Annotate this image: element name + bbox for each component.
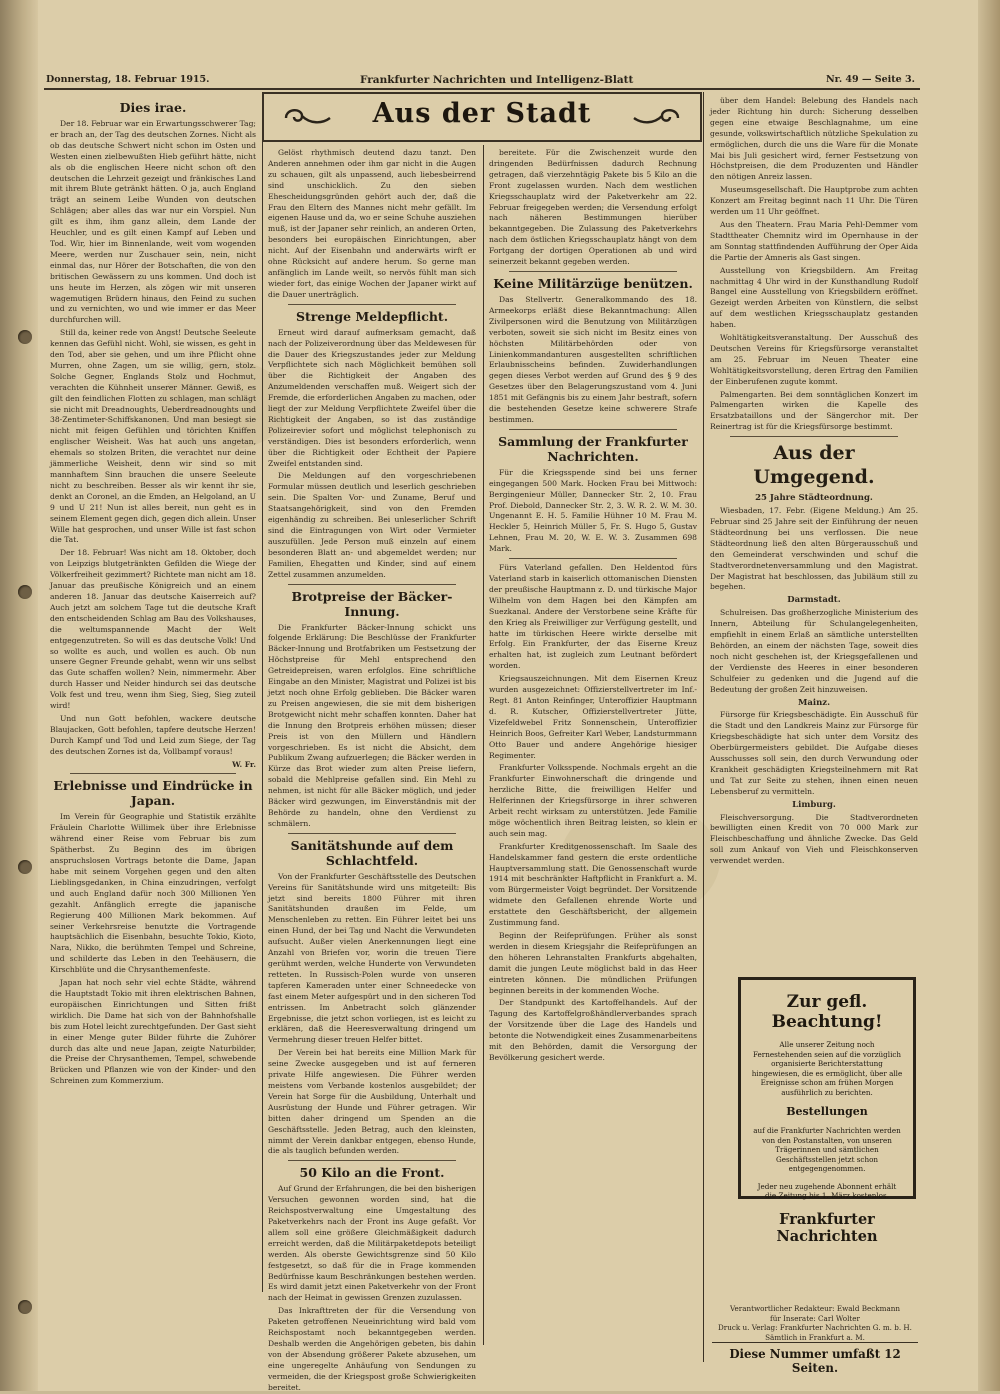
article-paragraph: über dem Handel: Belebung des Handels nach jeder Richtung hin durch: Sicherung desselben gegen eine etwaige Beschlagnahme, um eine gesunde, volkswirtschaftlich nützliche Spekulation zu ermöglichen, durch die uns die Ware für die Monate Mai bis Juli gesichert wird, ferner Festsetzung von Höchstpreisen, die dem Produzenten und Händler den nötigen Anreiz lassen. [710,96,918,182]
article-paragraph: Kriegsauszeichnungen. Mit dem Eisernen Kreuz wurden ausgezeichnet: Offizierstellvertreter im Inf.-Regt. 81 Anton Reinfinger, Unteroffizier Hauptmann d. R. Kutscher, Offizierstellvertreter Jütte, Vizefeldwebel Fritz Sonnenschein, Unteroffizier Heinrich Boos, Gefreiter Karl Weber, Landsturmmann Otto Bauer und andere Angehörige hiesiger Regimenter. [489,674,697,760]
article-paragraph: Für die Kriegsspende sind bei uns ferner eingegangen 500 Mark. Hocken Frau bei Mittwoch: Bergingenieur Müller, Dannecker Str. 2, 10. Frau Prof. Diebold, Dannecker Str. 2, 3. W. R. 2. W. M. 30. Ungenannt E. H. 5. Familie Hühner 10 M. Frau M. Heckler 5, Heinrich Müller 5, Fr. S. Hugo 5, Gustav Lehnen, Frau M. 20, W. E. W. 3. Zusammen 698 Mark. [489,467,697,554]
imprint-line: Verantwortlicher Redakteur: Ewald Beckmann [729,1304,900,1313]
column-4 [710,96,918,972]
notice-heading: Zur gefl. Beachtung! [771,992,883,1032]
article-paragraph: bereitete. Für die Zwischenzeit wurde den dringenden Bedürfnissen dadurch Rechnung getragen, daß vierzehntägig Pakete bis 5 Kilo an die Front zugelassen wurden. Nach dem westlichen Kriegsschauplatz wird der Paketverkehr am 22. Februar freigegeben werden; die Versendung erfolgt nach näheren Bestimmungen hierüber bekanntgegeben. Die Zulassung des Paketverkehrs nach dem östlichen Kriegsschauplatz hängt von dem Fortgang der dortigen Operationen ab und wird seinerzeit bekannt gegeben werden. [489,148,697,267]
section-heading: Aus der Umgegend. [753,442,875,489]
city-heading: Mainz. [797,697,831,708]
ornament-icon [626,102,686,134]
article-subtitle: 25 Jahre Städteordnung. [755,493,873,504]
article-paragraph: Fleischversorgung. Die Stadtverordneten bewilligten einen Kredit von 70 000 Mark zur Fleischbeschaffung und ähnliche Zwecke. Das Geld soll zum Ankauf von Vieh und Fleischkonserven verwendet werden. [710,812,918,866]
imprint-line: für Inserate: Carl Wolter [770,1313,860,1323]
header-date: Donnerstag, 18. Februar 1915. [46,74,210,85]
article-paragraph: Die Frankfurter Bäcker-Innung schickt uns folgende Erklärung: Die Beschlüsse der Frankfurter Bäcker-Innung und Brotfabriken um Festsetzung der Höchstpreise für Mehl entsprechend den Getreidepreisen, waren erfolglos. Eine schriftliche Eingabe an den Minister, Magistrat und Polizei ist bis jetzt noch ohne Erfolg geblieben. Die Bäcker waren zu Preisen angewiesen, die sie mit dem bisherigen Brotgewicht nicht mehr schaffen konnten. Daher hat die Innung den Brotpreis erhöhen müssen; dieser Preis ist von den Müllern und Händlern vorgeschrieben. Es ist nicht die Absicht, dem Publikum Zwang aufzuerlegen; die Bäcker werden in Kürze das Brot wieder zum alten Preise liefern, sobald die Mehlpreise gefallen sind. Ein Mehl zu nehmen, ist nicht für alle Bäcker möglich, und jeder Bäcker wird gezwungen, im Einverständnis mit der Behörde zu handeln, ohne den Verdienst zu schmälern. [268,622,476,828]
article-title: 50 Kilo an die Front. [299,1165,445,1181]
column-rule [703,92,704,1362]
page-edge [978,0,1000,1391]
article-divider [730,436,898,437]
binding-hole [18,860,32,874]
article-paragraph: Der Verein bei hat bereits eine Million Mark für seine Zwecke ausgegeben und ist auf ferneren private Hilfe angewiesen. Die Führer werden meistens vom Verbande kostenlos ausgebildet; der Verein hat Sorge für die Ausbildung, Unterhalt und Ausrüstung der Hunde und Führer getragen. Wir bitten daher dringend um Spenden an die Geschäftsstelle. Jeden Betrag, auch den kleinsten, nimmt der Verein dankbar entgegen, ebenso Hunde, die als tauglich befunden werden. [268,1048,476,1156]
article-paragraph: Japan hat noch sehr viel echte Städte, während die Hauptstadt Tokio mit ihren elektrischen Bahnen, europäischen Einrichtungen und Sitten frißt wirklich. Die Dame hat sich von der Bahnhofshalle bis zum Hotel leicht zurechtgefunden. Der Gast sieht in einer Menge guter Bilder führte die Zuhörer durch das alte und neue Japan, zeigte Naturbilder, die Preise der Chrysanthemen, Tempel, schwebende Brücken und Pflanzen wie von der Kinder- und den Schreinen zum Kommerzium. [50,978,256,1086]
article-title: Keine Militärzüge benützen. [493,275,693,291]
article-paragraph: Und nun Gott befohlen, wackere deutsche Blaujacken, Gott befohlen, tapfere deutsche Herzen! Durch Kampf und Tod und Leid zum Siege, der Tag des deutschen Zornes ist da, Vollbampf voraus! [50,713,256,756]
article-divider [288,833,456,834]
binding-hole [18,1300,32,1314]
section-title: Aus der Stadt [372,98,592,129]
article-paragraph: Palmengarten. Bei dem sonntäglichen Konzert im Palmengarten wirken die Kapelle des Ersatzbataillons und der Sängerchor mit. Der Reinertrag ist für die Kriegsfürsorge bestimmt. [710,389,918,432]
article-paragraph: Im Verein für Geographie und Statistik erzählte Fräulein Charlotte Willimek über ihre Erlebnisse während einer Reise vom Februar bis zum Spätherbst. Zu Beginn des im übrigen anspruchslosen Vortrags betonte die Dame, Japan habe mit seinem Vorgehen gegen und den alten Lieblingsgedanken, in China einzudringen, verfolgt und auch England dafür noch 300 Millionen Yen gezahlt. Anfänglich erregte die japanische Regierung 400 Millionen Mark bekommen. Auf seiner Verkehrsreise benutzte die Vortragende hauptsächlich die Eisenbahn, besuchte Tokio, Kioto, Nara, Nikko, die berühmten Tempel und Schreine, und schilderte das Leben in den Teehäusern, die Kirschblüte und die Chrysanthemenfeste. [50,812,256,975]
article-paragraph: Fürsorge für Kriegsbeschädigte. Ein Ausschuß für die Stadt und den Landkreis Mainz zur Fürsorge für Kriegsbeschädigte hat sich unter dem Vorsitz des Oberbürgermeisters gebildet. Die Aufgabe dieses Ausschusses soll sein, den durch Verwundung oder Krankheit geschädigten Kriegsteilnehmern mit Rat und Tat zur Seite zu stehen, ihnen einen neuen Lebensberuf zu vermitteln. [710,710,918,796]
page-count-note: Diese Nummer umfaßt 12 Seiten. [712,1342,918,1375]
article-divider [288,1160,456,1161]
ornament-icon [278,102,338,134]
article-paragraph: Auf Grund der Erfahrungen, die bei den bisherigen Versuchen gewonnen worden sind, hat die Reichspostverwaltung eine Umgestaltung des Paketverkehrs nach der Front ins Auge gefaßt. Vor allem soll eine größere Gleichmäßigkeit dadurch erreicht werden, daß die Militärpaketdepots beteiligt werden. Als oberste Gewichtsgrenze sind 50 Kilo festgesetzt, so daß für die in Frage kommenden Bedürfnisse kaum Beschränkungen bestehen werden. Es wird damit jetzt einen Paketverkehr von der Front nach der Heimat in gewissen Grenzen zuzulassen. [268,1184,476,1303]
article-signature: W. Fr. [232,759,256,769]
column-1 [50,96,256,1368]
article-title: Strenge Meldepflicht. [295,308,449,324]
article-paragraph: Schulreisen. Das großherzogliche Ministerium des Innern, Abteilung für Schulangelegenheiten, empfiehlt in einem Erlaß an sämtliche unterstellten Behörden, an einem der nächsten Tage, soweit dies noch nicht geschehen ist, der Kriegsgefallenen und der Verdienste des Heeres in einer besonderen Schulfeier zu gedenken und die Jugend auf die Bedeutung der großen Zeit hinzuweisen. [710,608,918,694]
article-title: Dies irae. [119,100,187,115]
article-paragraph: Das Stellvertr. Generalkommando des 18. Armeekorps erläßt diese Bekanntmachung: Allen Zivilpersonen wird die Benutzung von Militärzügen verboten, soweit sie sich nicht im Besitz eines von höchsten Militärbehörden oder von Linienkommandanturen ausgestellten schriftlichen Erlaubnisscheins befinden. Zuwiderhandlungen gegen dieses Verbot werden auf Grund des § 9 des Gesetzes über den Belagerungszustand vom 4. Juni 1851 mit Gefängnis bis zu einem Jahr bestraft, sofern die bestehenden Gesetze keine schwerere Strafe bestimmen. [489,294,697,424]
subscription-notice [738,977,916,1245]
article-paragraph: Fürs Vaterland gefallen. Den Heldentod fürs Vaterland starb in kaiserlich ottomanischen Diensten der preußische Hauptmann z. D. und türkische Major Wilhelm von dem Hagen bei den Kämpfen am Suezkanal. Andere der Verstorbene seine Kräfte für den Krieg als Freiwilliger zur Verfügung gestellt, und hatte im türkischen Heere wirkte derselbe mit Erfolg. Ein Frankfurter, der das Eiserne Kreuz erhalten hat, ist zugleich zum Leutnant befördert worden. [489,563,697,671]
article-paragraph: Von der Frankfurter Geschäftsstelle des Deutschen Vereins für Sanitätshunde wird uns mitgeteilt: Bis jetzt sind bereits 1800 Führer mit ihren Sanitätshunden draußen im Felde, um Menschenleben zu retten. Ein Führer leitet bei uns einen Hund, der bei Tag und Nacht die Verwundeten aufsucht. Außer vielen Anerkennungen liegt eine Anzahl von Briefen vor, worin die treuen Tiere gerühmt werden, welche Hunderte von Verwundeten retteten. In Russisch-Polen wurde von unseren tapferen Kameraden unter einer Schneedecke von fast einem Meter aufgespürt und in den sicheren Tod entrissen. Im Anbetracht solch glänzender Ergebnisse, die jetzt schon vorliegen, ist es leicht zu erklären, daß die Heeresverwaltung dringend um Vermehrung dieser treuen Helfer bittet. [268,871,476,1045]
imprint-line: Sämtlich in Frankfurt a. M. [765,1332,865,1342]
notice-text: Alle unserer Zeitung noch Fernestehenden seien auf die vorzüglich organisierte Berichterstattung hingewiesen, die es ermöglicht, über alle Ereignisse schon am frühen Morgen ausführlich zu berichten. [751,1040,903,1097]
article-divider [509,558,677,559]
notice-text: Jeder neu zugehende Abonnent erhält die Zeitung bis 1. März kostenlos. [757,1181,897,1200]
article-paragraph: Wiesbaden, 17. Febr. (Eigene Meldung.) Am 25. Februar sind 25 Jahre seit der Einführung der neuen Städteordnung bei uns verflossen. Die neue Städteordnung ließ den alten Bürgerausschuß und den Gemeinderat verschwinden und schuf die Stadtverordnetenversammlung und den Magistrat. Der Magistrat hat beschlossen, das Jubiläum still zu begehen. [710,506,918,592]
article-paragraph: Erneut wird darauf aufmerksam gemacht, daß nach der Polizeiverordnung über das Meldewesen für die Dauer des Kriegszustandes jeder zur Meldung Verpflichtete sich nach Möglichkeit bemühen soll über die Richtigkeit der Angaben des Anzumeldenden verschaffen muß. Weigert sich der Fremde, die erforderlichen Angaben zu machen, oder liegt der zur Meldung Verpflichtete Zweifel über die Richtigkeit der Angaben, so ist das zuständige Polizeirevier sofort und möglichst telephonisch zu verständigen. Dies ist besonders erforderlich, wenn über die Richtigkeit oder Echtheit der Papiere Zweifel entstanden sind. [268,327,476,468]
article-title: Sanitätshunde auf dem Schlachtfeld. [290,837,454,868]
article-paragraph: Frankfurter Kreditgenossenschaft. Im Saale des Handelskammer fand gestern die erste ordentliche Hauptversammlung statt. Die Genossenschaft wurde 1914 mit beschränkter Haftpflicht in Frankfurt a. M. vom Bürgermeister Voigt begründet. Der Vorsitzende widmete den Gefallenen ehrende Worte und erstattete den Geschäftsbericht, der allgemein Zustimmung fand. [489,841,697,928]
article-divider [288,304,456,305]
column-rule [262,92,263,1292]
article-paragraph: Das Inkrafttreten der für die Versendung von Paketen getroffenen Neueinrichtung wird bald vom Reichspostamt noch bekanntgegeben werden. Deshalb werden die Angehörigen gebeten, bis dahin von der Absendung größerer Pakete abzusehen, um eine ungeregelte Anhäufung von Sendungen zu vermeiden, die der Kriegspost große Schwierigkeiten bereitet. [268,1306,476,1392]
article-paragraph: Gelöst rhythmisch deutend dazu tanzt. Den Anderen annehmen oder ihm gar nicht in die Augen zu schauen, gilt als unpassend, auch liebesbeirrend sind unschicklich. Zu den sieben Ehescheidungsgründen gehört auch der, daß die Frau den Eltern des Mannes nicht mehr gefällt. Im eigenen Hause und da, wo er seine Schuhe ausziehen muß, ist der Japaner sehr reinlich, an anderen Orten, besonders bei europäischen Einrichtungen, aber nicht. Auf der Eisenbahn und anderwärts wirft er ohne Rücksicht auf andere herum. So gerne man anfänglich im Lande weilt, so nervös fühlt man sich wieder fort, das einige Wochen der Japaner wirkt auf die Dauer unerträglich. [268,148,476,299]
notice-text: auf die Frankfurter Nachrichten werden von den Postanstalten, von unseren Trägerinnen und sämtlichen Geschäftsstellen jetzt schon entgegengenommen. [753,1126,901,1173]
article-paragraph: Der Standpunkt des Kartoffelhandels. Auf der Tagung des Kartoffelgroßhändlerverbandes sprach der Vorsitzende über die Lage des Handels und betonte die Notwendigkeit eines Zusammenarbeitens mit den Behörden, damit die Versorgung der Bevölkerung gesichert werde. [489,998,697,1062]
section-masthead [262,92,702,142]
header-issue: Nr. 49 — Seite 3. [826,74,915,85]
column-rule [483,145,484,1345]
article-title: Sammlung der Frankfurter Nachrichten. [498,433,688,464]
article-paragraph: Aus den Theatern. Frau Maria Pehl-Demmer vom Stadttheater Chemnitz wird im Opernhause in der am Sonntag stattfindenden Aufführung der Oper Aida die Partie der Amneris als Gast singen. [710,219,918,262]
article-divider [70,773,236,774]
article-paragraph: Museumsgesellschaft. Die Hauptprobe zum achten Konzert am Freitag beginnt nach 11 Uhr. Die Türen werden um 11 Uhr geöffnet. [710,185,918,217]
binding-gutter [0,0,38,1391]
binding-hole [18,585,32,599]
article-divider [509,429,677,430]
column-2 [268,148,476,1392]
header-rule [44,88,920,90]
city-heading: Darmstadt. [787,595,841,606]
article-paragraph: Der 18. Februar! Was nicht am 18. Oktober, doch von Leipzigs blutgetränkten Gefilden die Wiege der Völkerfreiheit gezimmert? Richtete man nicht am 18. Januar das preußische Königreich und an einem anderen 18. Januar das deutsche Kaiserreich auf? Auch jetzt am solchem Tage tut die deutsche Kraft den entscheidenden Schlag am Bau des Volkshauses, die weltumspannende Macht der Welt entgegenzutreten. So will es das deutsche Volk! Und so wollte es auch, und wollen es auch. Ob nun unsere Gegner Freunde gehabt, wenn wir uns selbst das Gute schaffen wollen? Nein, nimmermehr. Aber durch Hasser und Neider hindurch sei das deutsche Volk fest und treu, wenn ihm Sieg, Sieg, Sieg zuteil wird! [50,548,256,711]
city-heading: Limburg. [792,799,836,810]
article-paragraph: Beginn der Reifeprüfungen. Früher als sonst werden in diesem Kriegsjahr die Reifeprüfungen an den höheren Lehranstalten Frankfurts abgehalten, damit die jungen Leute möglichst bald in das Heer eintreten können. Die mündlichen Prüfungen beginnen bereits in der kommenden Woche. [489,931,697,995]
article-title: Erlebnisse und Eindrücke in Japan. [53,778,253,809]
imprint-line: Druck u. Verlag: Frankfurter Nachrichten G. m. b. H. [718,1323,912,1333]
notice-paper-name: Frankfurter Nachrichten [776,1210,878,1245]
header-paper-name: Frankfurter Nachrichten und Intelligenz-Blatt [360,74,634,86]
article-paragraph: Der 18. Februar war ein Erwartungsschwerer Tag; er brach an, der Tag des deutschen Zornes. Nicht als ob das deutsche Schwert nicht schon im Osten und Westen einen zielbewußten Hieb geführt hätte, nicht als ob die englischen Heere nicht schon oft den deutschen die Lehrzeit gezeigt und fränkisches Land mit ihrem Blute getränkt hätten. O ja, auch England trägt an seinem Leibe Wunden von deutschen Schlägen; aber alles das war nur ein Vorspiel. Nun gilt es ihm, ihm ganz allein, dem Lande der Heuchler, und es gilt einen Kampf auf Leben und Tod. Wir, hier im Binnenlande, weit vom wogenden Meere, werden nur Zuschauer sein, nein, nicht einmal das, nur Hörer der Botschaften, die von den britischen Gewässern zu uns kommen. Und doch ist uns heute im Herzen, als zögen wir mit unseren wagemutigen Brüdern hinaus, den Feind zu suchen und zu vernichten, wo und wie immer er das Meer durchfurchen will. [50,119,256,325]
article-divider [509,271,677,272]
binding-hole [18,330,32,344]
article-paragraph: Ausstellung von Kriegsbildern. Am Freitag nachmittag 4 Uhr wird in der Kunsthandlung Rudolf Bangel eine Ausstellung von Kriegsbildern eröffnet. Gezeigt werden Arbeiten von Künstlern, die selbst auf dem westlichen Kriegsschauplatz gestanden haben. [710,265,918,330]
article-title: Brotpreise der Bäcker-Innung. [291,588,453,619]
article-paragraph: Still da, keiner rede von Angst! Deutsche Seeleute kennen das Gefühl nicht. Wohl, sie wissen, es geht in den Tod, aber sie gehen, und um ihre Pflicht ohne Murren, ohne Zagen, um sie willig, gern, stolz. Solche Gegner, Englands Stolz und Hochmut, verachten die Kühnheit unserer Männer. Gewiß, es gilt den feindlichen Flotten zu schlagen, man schlägt sie nicht mit Dreadnoughts, Ueberdreadnoughts und 38-Zentimeter-Schiffskanonen. Und man besiegt sie nicht mit feigen Gefühlen und törichten Kniffen englischer Weisheit. Was hat auch uns angetan, ehemals so stolzen Briten, die verachtet nur deine jämmerliche Weisheit, denn wir sind so mit mannhaftem Sinn brauchen die unsere Seeleute nicht zu beschreiben. Besser als wir kennt ihr sie, denkt an Coronel, an die Emden, an Helgoland, an U 9 und U 21! Nun ist alles bereit, nun geht es in seinem Element gegen dich, gegen dich allein. Unser Wille hat gesprochen, und unser Wille ist fast schon die Tat. [50,328,256,545]
article-divider [288,584,456,585]
imprint [712,1304,918,1342]
article-paragraph: Die Meldungen auf den vorgeschriebenen Formular müssen deutlich und leserlich geschrieben sein. Die Spalten Vor- und Zuname, Beruf und Staatsangehörigkeit, sind von den Fremden eigenhändig zu schreiben. Bei unleserlicher Schrift sind die Eintragungen von Wirt oder Vermieter auszufüllen. Jede Person muß einzeln auf einem besonderen Blatt an- und abgemeldet werden; nur Familien, Ehegatten und Kinder, sind auf einem Zettel zusammen anzumelden. [268,471,476,579]
article-paragraph: Wohltätigkeitsveranstaltung. Der Ausschuß des Deutschen Vereins für Kriegsfürsorge veranstaltet am 25. Februar im Neuen Theater eine Wohltätigkeitsvorstellung, deren Ertrag den Familien der Einberufenen zugute kommt. [710,333,918,386]
column-3 [489,148,697,1370]
notice-subheading: Bestellungen [786,1105,868,1118]
article-paragraph: Frankfurter Volksspende. Nochmals ergeht an die Frankfurter Einwohnerschaft die dringende und herzliche Bitte, die freiwilligen Helfer und Helferinnen der Kriegsfürsorge in ihrer schweren Arbeit recht wirksam zu unterstützen. Jede Familie möge wöchentlich ihren Beitrag leisten, so klein er auch sein mag. [489,763,697,838]
